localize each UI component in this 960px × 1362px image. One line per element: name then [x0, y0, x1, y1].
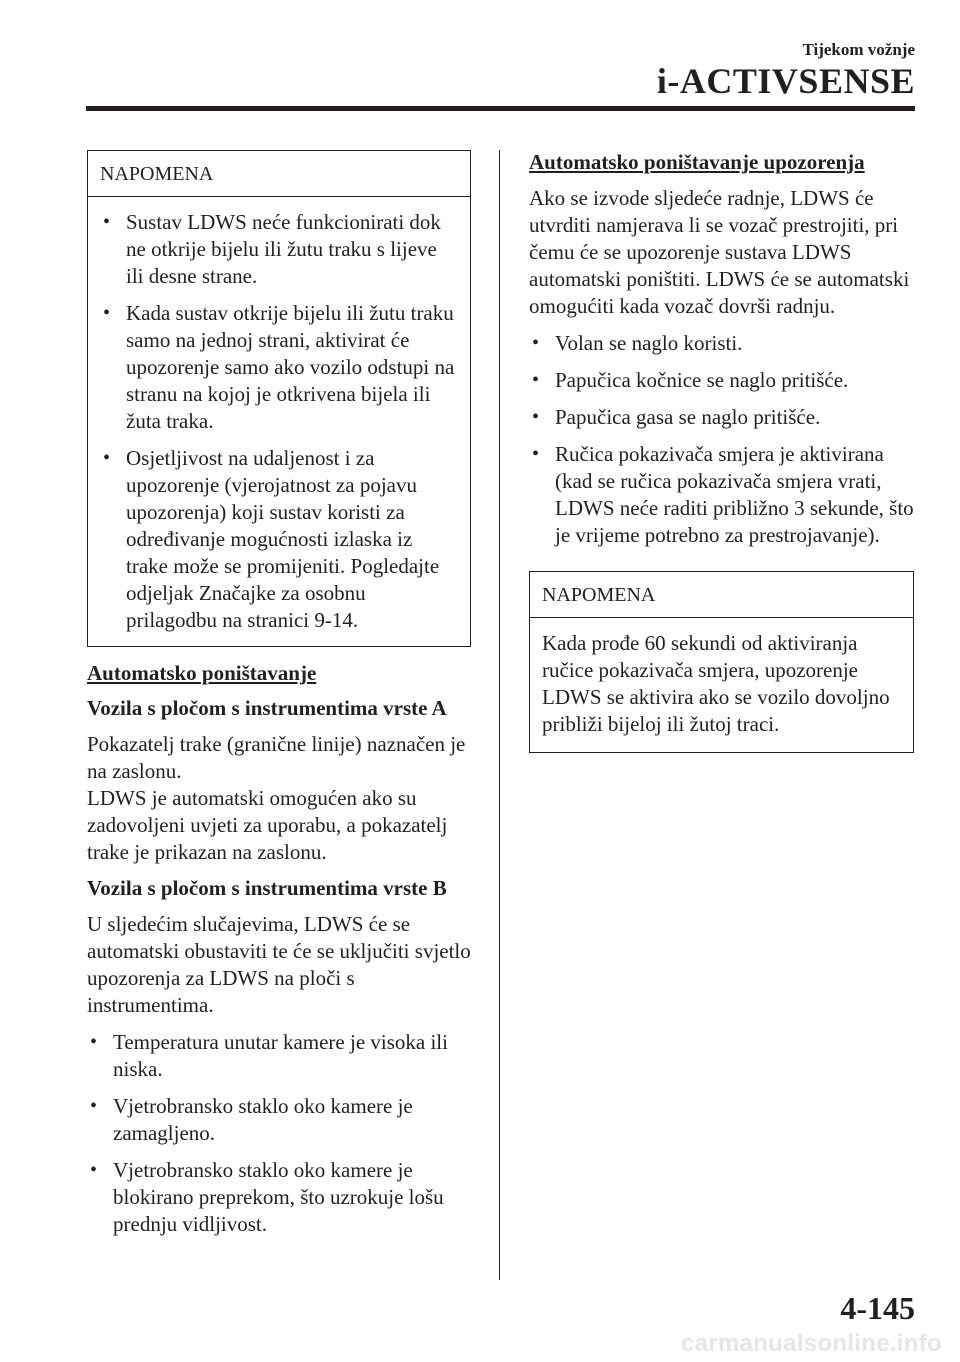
bullet-icon: •	[532, 369, 540, 391]
list-item: • Vjetrobransko staklo oko kamere je blokirano preprekom, što uzrokuje lošu prednju vidljivost.	[90, 1158, 444, 1236]
list-item: • Sustav LDWS neće funkcionirati dok ne otkrije bijelu ili žutu traku s lijeve ili desne strane.	[103, 210, 441, 288]
paragraph: Pokazatelj trake (granične linije) naznačen je na zaslonu.	[87, 732, 466, 783]
bullet-icon: •	[532, 443, 540, 465]
note-body	[88, 197, 470, 646]
paragraph: U sljedećim slučajevima, LDWS će se automatski obustaviti te će se uključiti svjetlo upozorenja za LDWS na ploči s instrumentima.	[87, 912, 471, 1017]
bullet-list-suspend-conditions	[87, 1029, 471, 1238]
list-item: • Temperatura unutar kamere je visoka ili niska.	[90, 1030, 448, 1081]
bullet-icon: •	[532, 332, 540, 354]
list-item: • Osjetljivost na udaljenost i za upozorenje (vjerojatnost za pojavu upozorenja) koji sustav koristi za određivanje mogućnosti izlaska iz trake može se promijeniti. Pogledajte odjeljak Značajke za osobnu prilagodbu na stranici 9-14.	[103, 446, 440, 632]
note-heading: NAPOMENA	[88, 151, 470, 197]
note-body	[530, 618, 913, 752]
note-box-lane-detection	[87, 150, 471, 647]
section-title-auto-cancel: Automatsko poništavanje	[87, 661, 317, 685]
page-number: 4-145	[840, 1290, 915, 1326]
header-rule	[86, 106, 915, 111]
bullet-icon: •	[90, 1031, 98, 1053]
header-section-name: Tijekom vožnje	[802, 40, 915, 59]
list-item: • Ručica pokazivača smjera je aktivirana (kad se ručica pokazivača smjera vrati, LDWS neće raditi približno 3 sekunde, što je vrijeme potrebno za prestrojavanje).	[532, 442, 914, 547]
left-column	[87, 150, 471, 1248]
bullet-icon: •	[90, 1159, 98, 1181]
section-title-warning-cancel: Automatsko poništavanje upozorenja	[529, 150, 865, 174]
note-text: Kada prođe 60 sekundi od aktiviranja ručice pokazivača smjera, upozorenje LDWS se aktivira ako se vozilo dovoljno približi bijeloj ili žutoj traci.	[542, 631, 890, 736]
subheading-type-a: Vozila s pločom s instrumentima vrste A	[87, 696, 447, 720]
paragraph: Ako se izvode sljedeće radnje, LDWS će utvrditi namjerava li se vozač prestrojiti, pri čemu će se upozorenje sustava LDWS automatski poništiti. LDWS će se automatski omogućiti kada vozač dovrši radnju.	[529, 186, 910, 318]
bullet-list-driver-actions	[529, 330, 914, 549]
header-chapter-title: i-ACTIVSENSE	[656, 61, 915, 101]
bullet-icon: •	[90, 1095, 98, 1117]
list-item: • Volan se naglo koristi.	[532, 331, 743, 355]
column-divider	[499, 150, 500, 1280]
list-item: • Papučica kočnice se naglo pritišće.	[532, 368, 849, 392]
list-item: • Vjetrobransko staklo oko kamere je zamagljeno.	[90, 1094, 413, 1145]
note-bullet-list	[100, 209, 456, 634]
bullet-icon: •	[103, 447, 111, 469]
bullet-icon: •	[103, 211, 111, 233]
subheading-type-b: Vozila s pločom s instrumentima vrste B	[87, 876, 447, 900]
right-column	[529, 150, 914, 753]
list-item: • Papučica gasa se naglo pritišće.	[532, 405, 821, 429]
list-item: • Kada sustav otkrije bijelu ili žutu traku samo na jednoj strani, aktivirat će upozorenje samo ako vozilo odstupi na stranu na kojoj je otkrivena bijela ili žuta traka.	[103, 301, 455, 433]
paragraph: LDWS je automatski omogućen ako su zadovoljeni uvjeti za uporabu, a pokazatelj trake je prikazan na zaslonu.	[87, 786, 448, 864]
bullet-icon: •	[532, 406, 540, 428]
note-heading: NAPOMENA	[530, 572, 913, 618]
bullet-icon: •	[103, 302, 111, 324]
watermark-logo: carmanualsonline.info	[680, 1330, 942, 1357]
note-box-turn-signal	[529, 571, 914, 753]
